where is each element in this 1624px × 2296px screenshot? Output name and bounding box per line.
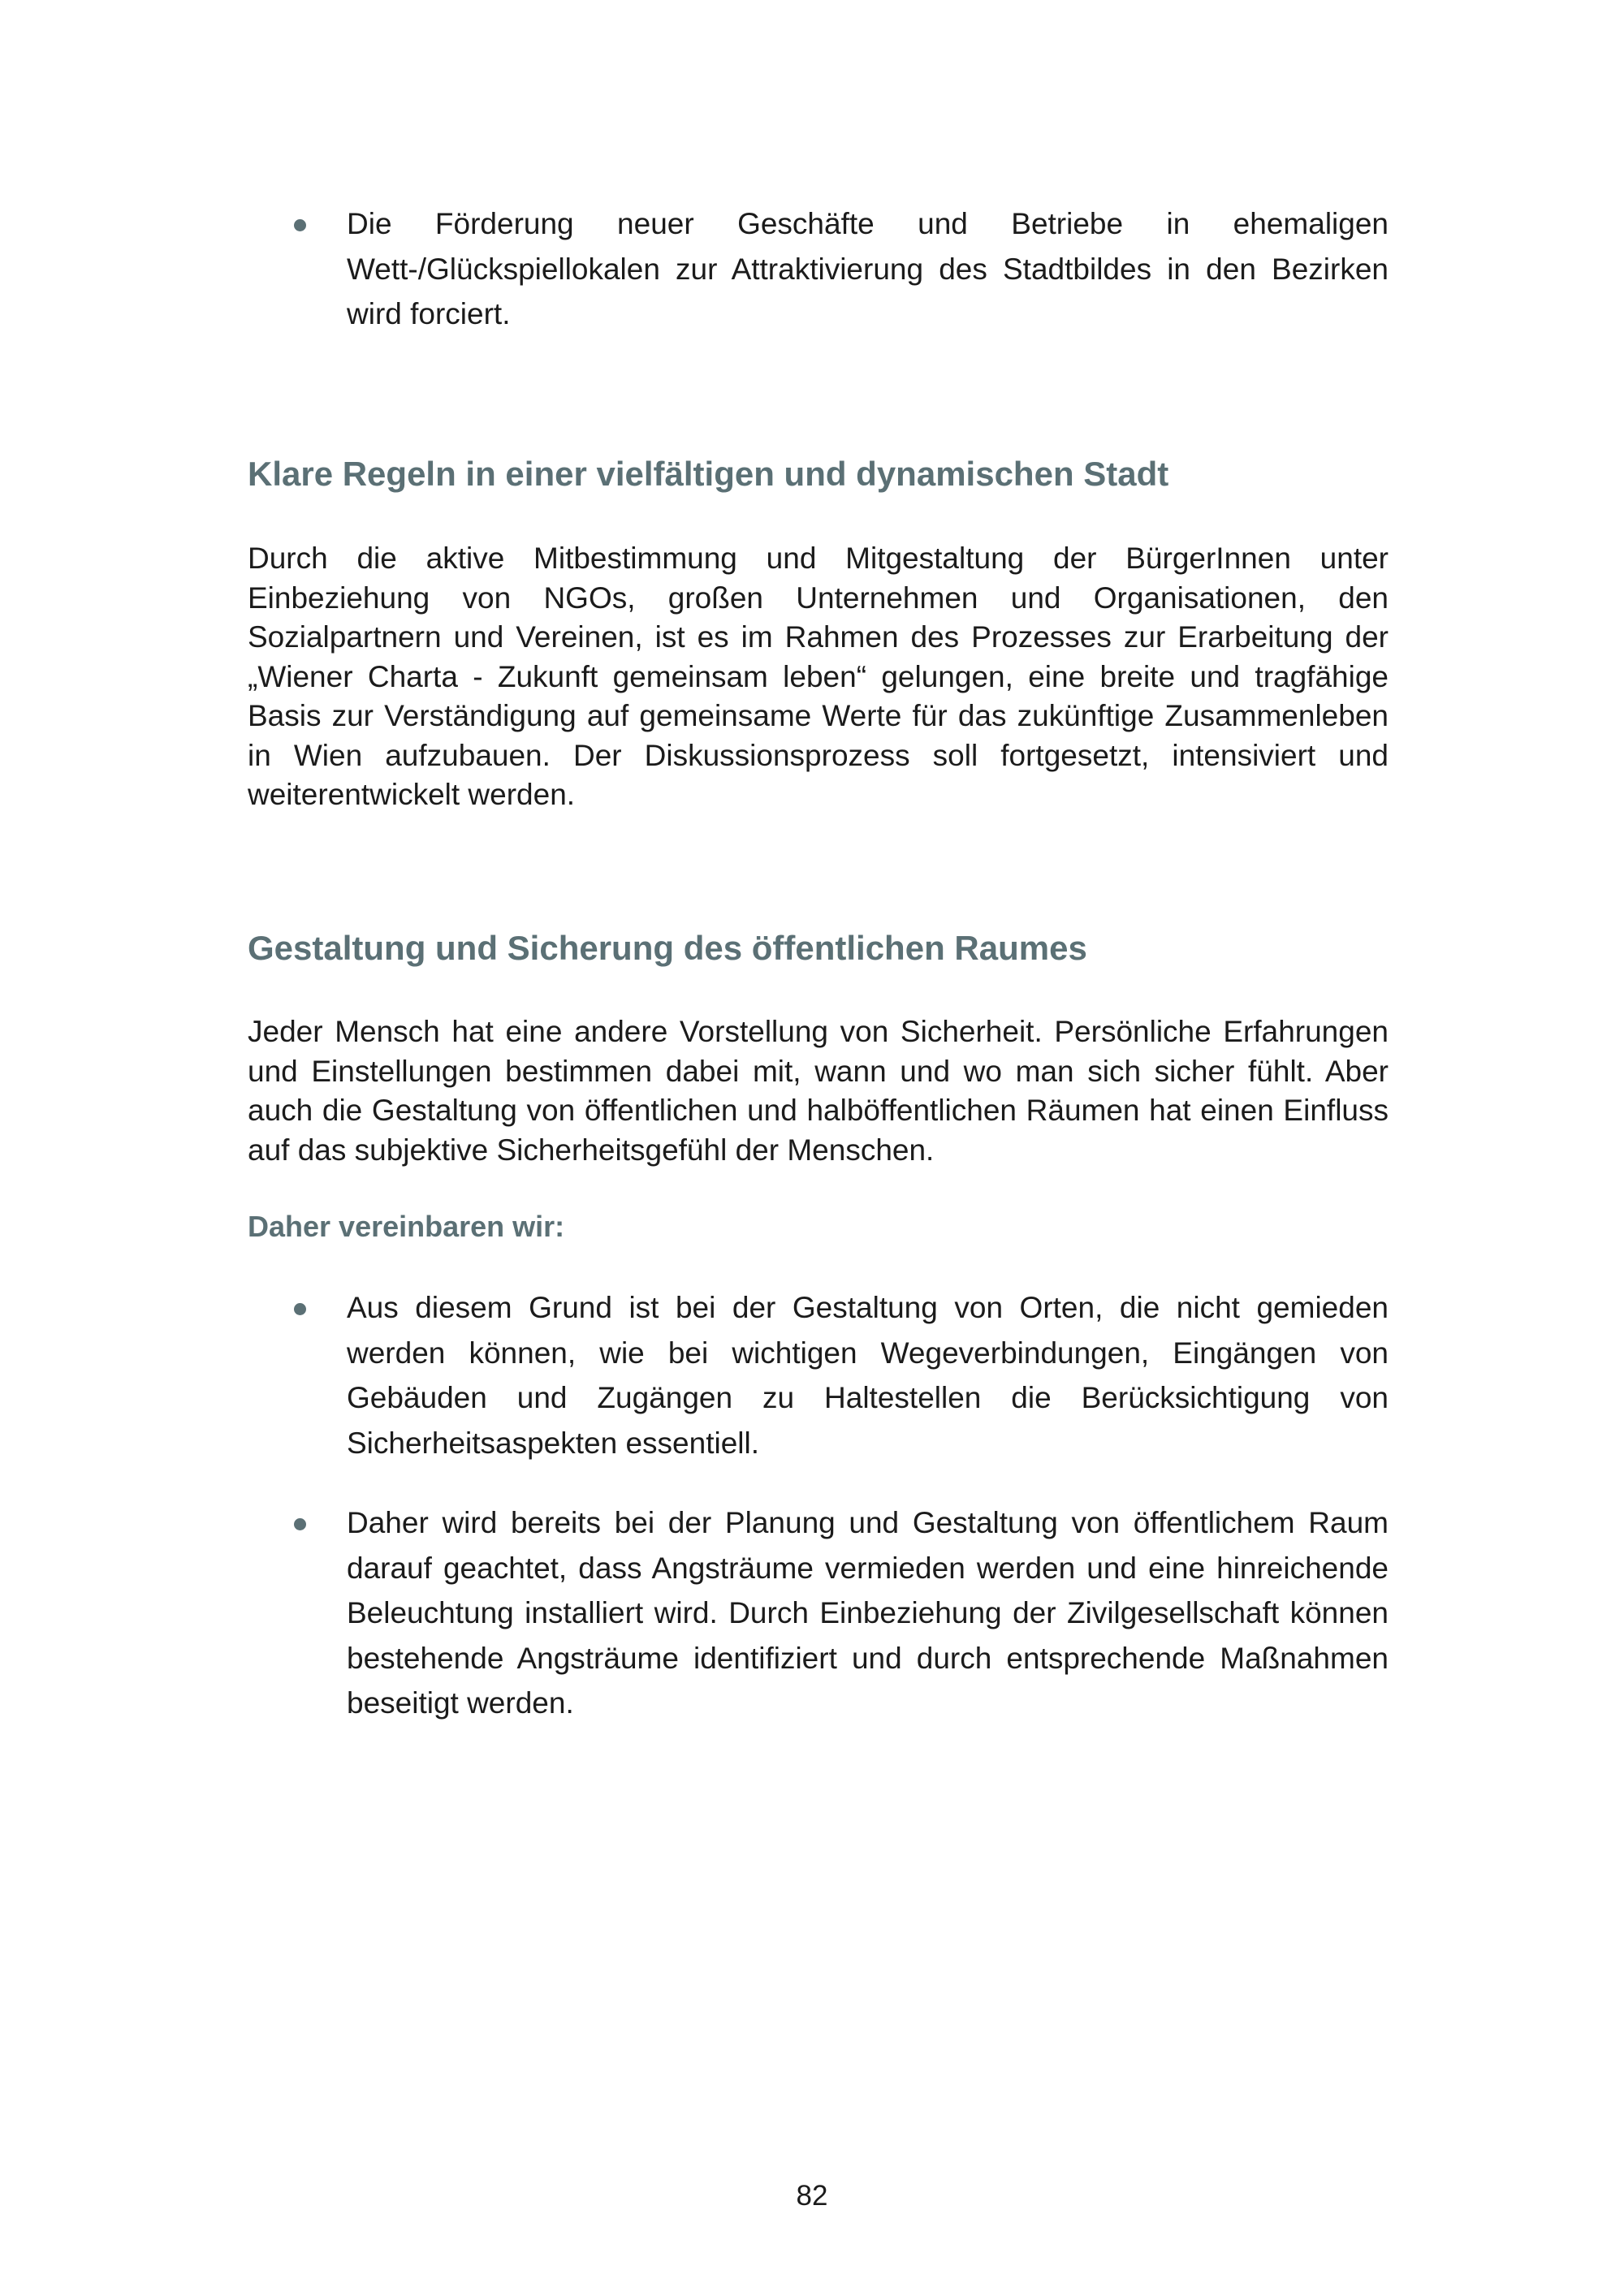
bullet-icon bbox=[294, 1518, 306, 1530]
section-klare-regeln bbox=[248, 451, 1389, 497]
bullet-text: Aus diesem Grund ist bei der Gestaltung von Orten, die nicht gemieden werden können, wie bei wichtigen Wegeverbindungen, Eingängen von Gebäuden und Zugängen zu Haltestellen die Berücksichtigung von Sicherheitsaspekten essentiell. bbox=[347, 1291, 1389, 1460]
section-oeffentlicher-raum-body bbox=[248, 1012, 1389, 1170]
list-item bbox=[248, 1285, 1389, 1465]
page-number: 82 bbox=[796, 2180, 828, 2212]
intro-bullet-list bbox=[248, 201, 1389, 337]
list-item bbox=[248, 201, 1389, 337]
section-oeffentlicher-raum bbox=[248, 926, 1389, 971]
section-klare-regeln-body bbox=[248, 539, 1389, 815]
bullet-icon bbox=[294, 1303, 306, 1315]
section-paragraph: Durch die aktive Mitbestimmung und Mitgestaltung der BürgerInnen unter Einbeziehung von NGOs, großen Unternehmen und Organisationen, den Sozialpartnern und Vereinen, ist es im Rahmen des Prozesses zur Erarbeitung der „Wiener Charta - Zukunft gemeinsam leben“ gelungen, eine breite und tragfähige Basis zur Verständigung auf gemeinsame Werte für das zukünftige Zusammenleben in Wien aufzubauen. Der Diskussionsprozess soll fortgesetzt, intensiviert und weiterentwickelt werden. bbox=[248, 542, 1389, 811]
bullet-text: Daher wird bereits bei der Planung und Gestaltung von öffentlichem Raum darauf geachtet, dass Angsträume vermieden werden und eine hinreichende Beleuchtung installiert wird. Durch Einbeziehung der Zivilgesellschaft können bestehende Angsträume identifiziert und durch entsprechende Maßnahmen beseitigt werden. bbox=[347, 1506, 1389, 1720]
section-paragraph: Jeder Mensch hat eine andere Vorstellung von Sicherheit. Persönliche Erfahrungen und Einstellungen bestimmen dabei mit, wann und wo man sich sicher fühlt. Aber auch die Gestaltung von öffentlichen und halböffentlichen Räumen hat einen Einfluss auf das subjektive Sicherheitsgefühl der Menschen. bbox=[248, 1015, 1389, 1167]
bullet-text: Die Förderung neuer Geschäfte und Betriebe in ehemaligen Wett-/Glückspiellokalen zur Attraktivierung des Stadtbildes in den Bezirken wird forciert. bbox=[347, 207, 1389, 330]
section-heading: Gestaltung und Sicherung des öffentlichen Raumes bbox=[248, 929, 1087, 967]
agreement-bullet-list bbox=[248, 1285, 1389, 1465]
agreement-label-block bbox=[248, 1207, 1389, 1246]
section-heading: Klare Regeln in einer vielfältigen und dynamischen Stadt bbox=[248, 455, 1169, 493]
list-item bbox=[248, 1500, 1389, 1726]
agreement-bullet-list-2 bbox=[248, 1500, 1389, 1726]
agreement-label: Daher vereinbaren wir: bbox=[248, 1210, 565, 1243]
bullet-icon bbox=[294, 219, 306, 231]
